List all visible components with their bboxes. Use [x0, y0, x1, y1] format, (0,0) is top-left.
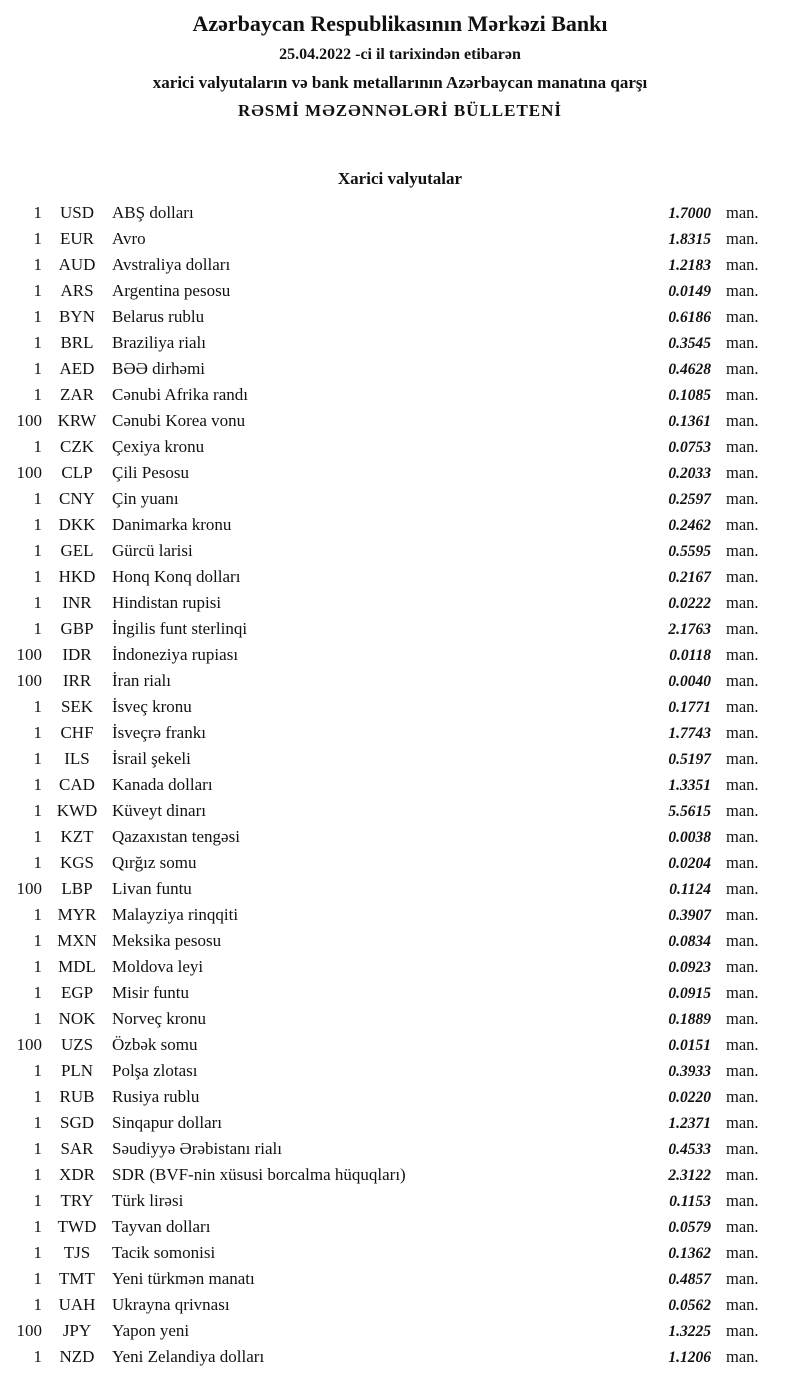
table-row: [0, 252, 800, 278]
quantity-cell: 1: [33, 1269, 42, 1288]
quantity-cell: 100: [16, 463, 42, 482]
rate-value-cell: 1.2183: [668, 257, 711, 274]
rate-value-cell: 0.1889: [668, 1011, 711, 1028]
unit-cell: man.: [726, 905, 759, 924]
currency-name-cell: Küveyt dinarı: [112, 801, 206, 820]
quantity-cell: 1: [33, 619, 42, 638]
currency-name-cell: Cənubi Korea vonu: [112, 411, 246, 430]
quantity-cell: 1: [33, 515, 42, 534]
unit-cell: man.: [726, 749, 759, 768]
table-row: [0, 798, 800, 824]
currency-name-cell: Avstraliya dolları: [112, 255, 231, 274]
unit-cell: man.: [726, 1269, 759, 1288]
table-row: [0, 356, 800, 382]
currency-name-cell: İsrail şekeli: [112, 749, 191, 768]
rate-value-cell: 0.0151: [668, 1037, 711, 1054]
rate-value-cell: 0.4857: [668, 1271, 711, 1288]
rate-value-cell: 0.1771: [668, 699, 711, 716]
table-row: [0, 876, 800, 902]
rate-value-cell: 0.5595: [668, 543, 711, 560]
table-row: [0, 226, 800, 252]
quantity-cell: 100: [16, 671, 42, 690]
table-row: [0, 824, 800, 850]
currency-code-cell: IDR: [62, 645, 92, 664]
unit-cell: man.: [726, 1035, 759, 1054]
quantity-cell: 1: [33, 1243, 42, 1262]
currency-code-cell: MDL: [58, 957, 96, 976]
unit-cell: man.: [726, 827, 759, 846]
currency-name-cell: Livan funtu: [112, 879, 192, 898]
currency-code-cell: EUR: [60, 229, 94, 248]
unit-cell: man.: [726, 203, 759, 222]
currency-name-cell: İsveç kronu: [112, 697, 192, 716]
currency-code-cell: KWD: [56, 801, 98, 820]
currency-code-cell: GEL: [60, 541, 94, 560]
currency-name-cell: Türk lirəsi: [112, 1191, 184, 1210]
quantity-cell: 1: [33, 905, 42, 924]
section-title-foreign-currencies: Xarici valyutalar: [337, 169, 463, 188]
rate-value-cell: 0.0834: [668, 933, 711, 950]
quantity-cell: 100: [16, 879, 42, 898]
quantity-cell: 1: [33, 307, 42, 326]
unit-cell: man.: [726, 853, 759, 872]
unit-cell: man.: [726, 1191, 759, 1210]
rate-value-cell: 0.1124: [669, 881, 711, 898]
currency-code-cell: SGD: [59, 1113, 94, 1132]
table-row: [0, 1188, 800, 1214]
unit-cell: man.: [726, 1087, 759, 1106]
currency-name-cell: Tacik somonisi: [112, 1243, 216, 1262]
rate-value-cell: 0.0204: [668, 855, 711, 872]
rate-value-cell: 0.3907: [668, 907, 711, 924]
unit-cell: man.: [726, 1243, 759, 1262]
quantity-cell: 1: [33, 1009, 42, 1028]
table-row: [0, 616, 800, 642]
unit-cell: man.: [726, 307, 759, 326]
currency-code-cell: SEK: [60, 697, 94, 716]
currency-name-cell: ABŞ dolları: [112, 203, 194, 222]
rate-value-cell: 1.8315: [668, 231, 711, 248]
quantity-cell: 1: [33, 827, 42, 846]
unit-cell: man.: [726, 385, 759, 404]
quantity-cell: 1: [33, 1347, 42, 1366]
table-row: [0, 1266, 800, 1292]
currency-code-cell: AED: [59, 359, 95, 378]
table-row: [0, 1162, 800, 1188]
table-row: [0, 668, 800, 694]
rate-value-cell: 0.4628: [668, 361, 711, 378]
currency-name-cell: Kanada dolları: [112, 775, 213, 794]
currency-name-cell: İndoneziya rupiası: [112, 645, 239, 664]
currency-name-cell: Səudiyyə Ərəbistanı rialı: [112, 1139, 282, 1158]
currency-code-cell: TWD: [57, 1217, 97, 1236]
currency-code-cell: TMT: [59, 1269, 95, 1288]
unit-cell: man.: [726, 281, 759, 300]
rate-value-cell: 0.1085: [668, 387, 711, 404]
currency-name-cell: Gürcü larisi: [112, 541, 193, 560]
currency-name-cell: İngilis funt sterlinqi: [112, 619, 248, 638]
unit-cell: man.: [726, 593, 759, 612]
unit-cell: man.: [726, 1165, 759, 1184]
unit-cell: man.: [726, 723, 759, 742]
table-row: [0, 486, 800, 512]
currency-code-cell: KZT: [60, 827, 94, 846]
rate-value-cell: 0.1153: [669, 1193, 711, 1210]
currency-name-cell: Norveç kronu: [112, 1009, 206, 1028]
table-row: [0, 980, 800, 1006]
rate-value-cell: 1.2371: [668, 1115, 711, 1132]
currency-name-cell: Honq Konq dolları: [112, 567, 241, 586]
quantity-cell: 1: [33, 541, 42, 560]
currency-name-cell: Malayziya rinqqiti: [112, 905, 239, 924]
currency-code-cell: UAH: [58, 1295, 96, 1314]
currency-name-cell: İsveçrə frankı: [112, 723, 206, 742]
currency-code-cell: CZK: [60, 437, 94, 456]
quantity-cell: 1: [33, 957, 42, 976]
currency-code-cell: CLP: [61, 463, 93, 482]
quantity-cell: 1: [33, 983, 42, 1002]
unit-cell: man.: [726, 801, 759, 820]
quantity-cell: 1: [33, 801, 42, 820]
rate-value-cell: 1.7743: [668, 725, 711, 742]
quantity-cell: 1: [33, 359, 42, 378]
currency-code-cell: MYR: [57, 905, 97, 924]
quantity-cell: 1: [33, 697, 42, 716]
rate-value-cell: 0.2033: [668, 465, 711, 482]
currency-name-cell: Misir funtu: [112, 983, 189, 1002]
currency-code-cell: SAR: [60, 1139, 94, 1158]
rate-value-cell: 0.2462: [668, 517, 711, 534]
effective-date-line: 25.04.2022 -ci il tarixindən etibarən: [279, 46, 521, 63]
table-row: [0, 278, 800, 304]
document-header: [0, 10, 800, 122]
quantity-cell: 1: [33, 437, 42, 456]
quantity-cell: 1: [33, 1191, 42, 1210]
currency-name-cell: Rusiya rublu: [112, 1087, 200, 1106]
currency-code-cell: NZD: [59, 1347, 95, 1366]
unit-cell: man.: [726, 1061, 759, 1080]
rate-value-cell: 0.3545: [668, 335, 711, 352]
currency-name-cell: Moldova leyi: [112, 957, 204, 976]
rate-value-cell: 1.3225: [668, 1323, 711, 1340]
unit-cell: man.: [726, 1321, 759, 1340]
rate-value-cell: 0.0562: [668, 1297, 711, 1314]
quantity-cell: 100: [16, 645, 42, 664]
currency-code-cell: NOK: [58, 1009, 96, 1028]
quantity-cell: 1: [33, 723, 42, 742]
currency-code-cell: BYN: [59, 307, 95, 326]
unit-cell: man.: [726, 619, 759, 638]
currency-name-cell: Çili Pesosu: [112, 463, 189, 482]
currency-code-cell: TJS: [63, 1243, 91, 1262]
unit-cell: man.: [726, 1217, 759, 1236]
rate-value-cell: 0.0220: [668, 1089, 711, 1106]
unit-cell: man.: [726, 411, 759, 430]
currency-name-cell: Çin yuanı: [112, 489, 179, 508]
unit-cell: man.: [726, 1295, 759, 1314]
currency-name-cell: Meksika pesosu: [112, 931, 222, 950]
quantity-cell: 1: [33, 853, 42, 872]
table-row: [0, 954, 800, 980]
table-row: [0, 1058, 800, 1084]
currency-code-cell: HKD: [58, 567, 96, 586]
unit-cell: man.: [726, 541, 759, 560]
currency-name-cell: SDR (BVF-nin xüsusi borcalma hüquqları): [112, 1165, 406, 1184]
unit-cell: man.: [726, 697, 759, 716]
table-row: [0, 512, 800, 538]
unit-cell: man.: [726, 645, 759, 664]
table-row: [0, 304, 800, 330]
table-row: [0, 408, 800, 434]
quantity-cell: 1: [33, 749, 42, 768]
rate-value-cell: 0.0038: [668, 829, 711, 846]
table-row: [0, 1344, 800, 1370]
currency-name-cell: Yapon yeni: [112, 1321, 190, 1340]
rate-value-cell: 0.2167: [668, 569, 711, 586]
currency-name-cell: Yeni türkmən manatı: [112, 1269, 255, 1288]
table-row: [0, 434, 800, 460]
unit-cell: man.: [726, 567, 759, 586]
table-row: [0, 928, 800, 954]
currency-code-cell: MXN: [57, 931, 97, 950]
rate-value-cell: 0.1361: [668, 413, 711, 430]
quantity-cell: 1: [33, 333, 42, 352]
quantity-cell: 1: [33, 385, 42, 404]
table-row: [0, 200, 800, 226]
currency-name-cell: Danimarka kronu: [112, 515, 232, 534]
currency-code-cell: USD: [59, 203, 94, 222]
table-row: [0, 1292, 800, 1318]
subject-line: xarici valyutaların və bank metallarının Azərbaycan manatına qarşı: [152, 73, 648, 92]
currency-code-cell: PLN: [60, 1061, 94, 1080]
currency-name-cell: Yeni Zelandiya dolları: [112, 1347, 265, 1366]
currency-name-cell: Tayvan dolları: [112, 1217, 211, 1236]
quantity-cell: 1: [33, 203, 42, 222]
table-row: [0, 772, 800, 798]
currency-code-cell: KRW: [57, 411, 97, 430]
currency-name-cell: Avro: [112, 229, 146, 248]
quantity-cell: 1: [33, 775, 42, 794]
unit-cell: man.: [726, 359, 759, 378]
rate-value-cell: 0.5197: [668, 751, 711, 768]
table-row: [0, 330, 800, 356]
quantity-cell: 1: [33, 1061, 42, 1080]
rate-value-cell: 5.5615: [668, 803, 711, 820]
table-row: [0, 564, 800, 590]
table-row: [0, 460, 800, 486]
currency-code-cell: IRR: [62, 671, 92, 690]
table-row: [0, 1084, 800, 1110]
currency-name-cell: Braziliya rialı: [112, 333, 206, 352]
rate-value-cell: 1.3351: [668, 777, 711, 794]
currency-name-cell: Polşa zlotası: [112, 1061, 198, 1080]
rate-value-cell: 1.1206: [668, 1349, 711, 1366]
table-row: [0, 1240, 800, 1266]
currency-code-cell: RUB: [59, 1087, 95, 1106]
currency-code-cell: KGS: [59, 853, 94, 872]
unit-cell: man.: [726, 671, 759, 690]
currency-code-cell: GBP: [60, 619, 94, 638]
quantity-cell: 1: [33, 229, 42, 248]
table-row: [0, 642, 800, 668]
quantity-cell: 1: [33, 489, 42, 508]
currency-name-cell: Belarus rublu: [112, 307, 205, 326]
unit-cell: man.: [726, 437, 759, 456]
rate-value-cell: 0.0923: [668, 959, 711, 976]
table-row: [0, 538, 800, 564]
unit-cell: man.: [726, 229, 759, 248]
rates-table: [0, 200, 800, 1370]
currency-code-cell: AUD: [58, 255, 96, 274]
currency-code-cell: BRL: [60, 333, 94, 352]
currency-code-cell: XDR: [59, 1165, 95, 1184]
currency-code-cell: DKK: [58, 515, 96, 534]
rate-value-cell: 2.1763: [668, 621, 711, 638]
rate-value-cell: 0.0915: [668, 985, 711, 1002]
unit-cell: man.: [726, 775, 759, 794]
table-row: [0, 382, 800, 408]
unit-cell: man.: [726, 515, 759, 534]
table-row: [0, 1214, 800, 1240]
currency-code-cell: TRY: [60, 1191, 94, 1210]
rate-value-cell: 0.0579: [668, 1219, 711, 1236]
currency-name-cell: Cənubi Afrika randı: [112, 385, 248, 404]
rate-value-cell: 0.3933: [668, 1063, 711, 1080]
rate-value-cell: 0.4533: [668, 1141, 711, 1158]
bank-name-title: Azərbaycan Respublikasının Mərkəzi Bankı: [192, 11, 608, 36]
currency-name-cell: BƏƏ dirhəmi: [112, 359, 206, 378]
currency-code-cell: ILS: [64, 749, 90, 768]
table-row: [0, 1006, 800, 1032]
table-row: [0, 590, 800, 616]
rate-value-cell: 0.0753: [668, 439, 711, 456]
table-row: [0, 850, 800, 876]
quantity-cell: 1: [33, 1139, 42, 1158]
quantity-cell: 1: [33, 1165, 42, 1184]
quantity-cell: 1: [33, 281, 42, 300]
currency-code-cell: CAD: [59, 775, 95, 794]
unit-cell: man.: [726, 957, 759, 976]
quantity-cell: 100: [16, 1035, 42, 1054]
currency-code-cell: ZAR: [60, 385, 94, 404]
currency-name-cell: Qazaxıstan tengəsi: [112, 827, 240, 846]
table-row: [0, 1032, 800, 1058]
quantity-cell: 100: [16, 1321, 42, 1340]
unit-cell: man.: [726, 1347, 759, 1366]
currency-name-cell: Çexiya kronu: [112, 437, 205, 456]
bulletin-title: RƏSMİ MƏZƏNNƏLƏRİ BÜLLETENİ: [237, 101, 563, 120]
unit-cell: man.: [726, 255, 759, 274]
currency-name-cell: İran rialı: [112, 671, 171, 690]
quantity-cell: 1: [33, 1113, 42, 1132]
currency-name-cell: Argentina pesosu: [112, 281, 231, 300]
currency-name-cell: Ukrayna qrivnası: [112, 1295, 230, 1314]
currency-code-cell: UZS: [60, 1035, 94, 1054]
currency-code-cell: EGP: [60, 983, 94, 1002]
currency-name-cell: Qırğız somu: [112, 853, 197, 872]
quantity-cell: 1: [33, 593, 42, 612]
rate-value-cell: 0.0222: [668, 595, 711, 612]
currency-code-cell: CHF: [60, 723, 94, 742]
quantity-cell: 1: [33, 255, 42, 274]
currency-code-cell: LBP: [61, 879, 93, 898]
table-row: [0, 1110, 800, 1136]
rate-value-cell: 0.0040: [668, 673, 711, 690]
table-row: [0, 1318, 800, 1344]
quantity-cell: 1: [33, 567, 42, 586]
currency-name-cell: Hindistan rupisi: [112, 593, 222, 612]
quantity-cell: 1: [33, 1087, 42, 1106]
currency-code-cell: JPY: [62, 1321, 92, 1340]
table-row: [0, 902, 800, 928]
unit-cell: man.: [726, 879, 759, 898]
currency-code-cell: INR: [62, 593, 92, 612]
currency-code-cell: CNY: [59, 489, 95, 508]
quantity-cell: 100: [16, 411, 42, 430]
rate-value-cell: 0.0118: [669, 647, 711, 664]
unit-cell: man.: [726, 463, 759, 482]
quantity-cell: 1: [33, 1295, 42, 1314]
rate-value-cell: 0.2597: [668, 491, 711, 508]
currency-code-cell: ARS: [60, 281, 94, 300]
currency-name-cell: Özbək somu: [112, 1035, 198, 1054]
rate-value-cell: 2.3122: [668, 1167, 711, 1184]
unit-cell: man.: [726, 983, 759, 1002]
quantity-cell: 1: [33, 931, 42, 950]
table-row: [0, 746, 800, 772]
unit-cell: man.: [726, 489, 759, 508]
rate-value-cell: 0.6186: [668, 309, 711, 326]
quantity-cell: 1: [33, 1217, 42, 1236]
table-row: [0, 694, 800, 720]
unit-cell: man.: [726, 1139, 759, 1158]
table-row: [0, 1136, 800, 1162]
unit-cell: man.: [726, 931, 759, 950]
table-row: [0, 720, 800, 746]
rate-value-cell: 1.7000: [668, 205, 711, 222]
unit-cell: man.: [726, 1009, 759, 1028]
unit-cell: man.: [726, 1113, 759, 1132]
rate-value-cell: 0.0149: [668, 283, 711, 300]
rate-value-cell: 0.1362: [668, 1245, 711, 1262]
currency-name-cell: Sinqapur dolları: [112, 1113, 223, 1132]
unit-cell: man.: [726, 333, 759, 352]
